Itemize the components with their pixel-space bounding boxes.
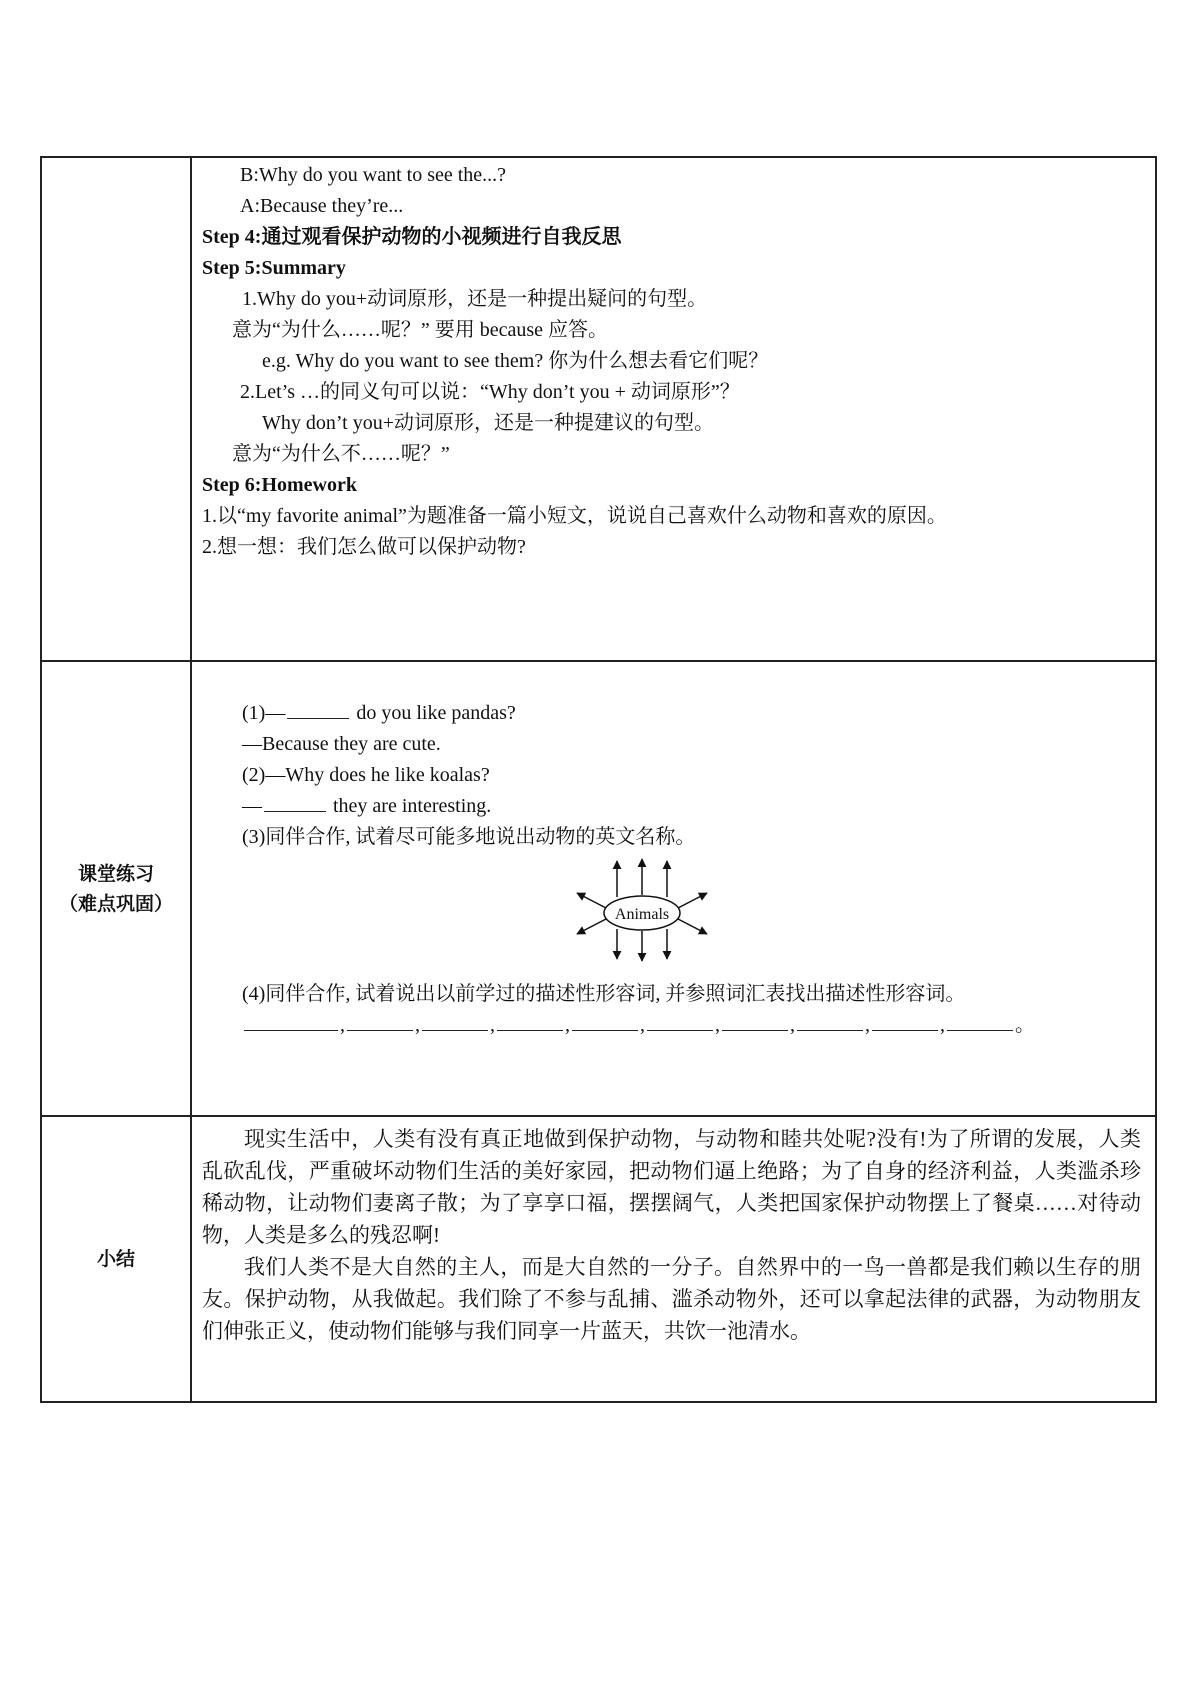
answer-blank	[497, 1010, 563, 1031]
exercise-2-question: (2)—Why does he like koalas?	[242, 764, 490, 786]
summary-point-1: 1.Why do you+动词原形，还是一种提出疑问的句型。	[242, 288, 708, 310]
exercise-4-prompt: (4)同伴合作, 试着说出以前学过的描述性形容词, 并参照词汇表找出描述性形容词。	[242, 983, 966, 1005]
step4-heading: Step 4:通过观看保护动物的小视频进行自我反思	[202, 226, 622, 248]
homework-item-1: 1.以“my favorite animal”为题准备一篇小短文，说说自己喜欢什么动物和喜欢的原因。	[202, 505, 947, 527]
exercise-1-answer: —Because they are cute.	[242, 733, 441, 755]
summary-point-1-meaning: 意为“为什么……呢？” 要用 because 应答。	[232, 319, 609, 341]
summary-label-cell	[41, 1116, 191, 1402]
summary-point-2: 2.Let’s …的同义句可以说：“Why don’t you + 动词原形”？	[240, 381, 740, 403]
summary-content-cell	[191, 1116, 1156, 1402]
procedure-content-cell	[191, 157, 1156, 661]
summary-point-2-pattern: Why don’t you+动词原形，还是一种提建议的句型。	[262, 412, 715, 434]
summary-paragraph-1: 现实生活中，人类有没有真正地做到保护动物，与动物和睦共处呢?没有!为了所谓的发展，人类乱砍乱伐，严重破坏动物们生活的美好家园，把动物们逼上绝路；为了自身的经济利益，人类滥杀珍稀动物，让动物们妻离子散；为了享享口福，摆摆阔气，人类把国家保护动物摆上了餐桌……对待动物，人类是多么的残忍啊!	[202, 1127, 1141, 1247]
answer-blank	[264, 791, 326, 812]
answer-blank	[647, 1010, 713, 1031]
step5-heading: Step 5:Summary	[202, 257, 346, 279]
adjective-blanks: , , , , , , , , , 。	[242, 1010, 1155, 1041]
answer-blank	[287, 698, 349, 719]
arrow-right-up	[678, 893, 707, 908]
animals-node-label: Animals	[614, 906, 670, 923]
dialogue-line-a: A:Because they’re...	[240, 195, 404, 217]
answer-blank	[422, 1010, 488, 1031]
procedure-label-cell	[41, 157, 191, 661]
practice-row	[41, 661, 1156, 1116]
practice-sublabel: （难点巩固）	[58, 892, 173, 915]
exercise-3-prompt: (3)同伴合作, 试着尽可能多地说出动物的英文名称。	[242, 826, 696, 848]
step6-heading: Step 6:Homework	[202, 474, 357, 496]
summary-point-2-meaning: 意为“为什么不……呢？”	[232, 443, 450, 465]
answer-blank	[722, 1010, 788, 1031]
arrow-left-down	[577, 919, 606, 934]
practice-label-cell	[41, 661, 191, 1116]
animals-mind-map	[242, 853, 1155, 963]
summary-example: e.g. Why do you want to see them? 你为什么想去看它们呢？	[262, 350, 769, 372]
exercise-2-answer: — they are interesting.	[242, 791, 1155, 822]
summary-paragraph-2: 我们人类不是大自然的主人，而是大自然的一分子。自然界中的一鸟一兽都是我们赖以生存的朋友。保护动物，从我做起。我们除了不参与乱捕、滥杀动物外，还可以拿起法律的武器，为动物朋友们伸张正义，使动物们能够与我们同享一片蓝天，共饮一池清水。	[202, 1255, 1141, 1343]
procedure-row	[41, 157, 1156, 661]
answer-blank	[244, 1010, 338, 1031]
lesson-plan-table	[40, 156, 1157, 1403]
answer-blank	[572, 1010, 638, 1031]
dialogue-line-b: B:Why do you want to see the...?	[240, 164, 507, 186]
answer-blank	[947, 1010, 1013, 1031]
summary-label: 小结	[96, 1248, 135, 1270]
summary-row	[41, 1116, 1156, 1402]
practice-content-cell	[191, 661, 1156, 1116]
answer-blank	[347, 1010, 413, 1031]
answer-blank	[797, 1010, 863, 1031]
answer-blank	[872, 1010, 938, 1031]
homework-item-2: 2.想一想：我们怎么做可以保护动物?	[202, 536, 526, 558]
practice-label: 课堂练习	[77, 862, 154, 885]
exercise-1-question: (1)— do you like pandas?	[242, 698, 1155, 729]
arrow-right-down	[678, 919, 707, 934]
arrow-left-up	[577, 893, 606, 908]
